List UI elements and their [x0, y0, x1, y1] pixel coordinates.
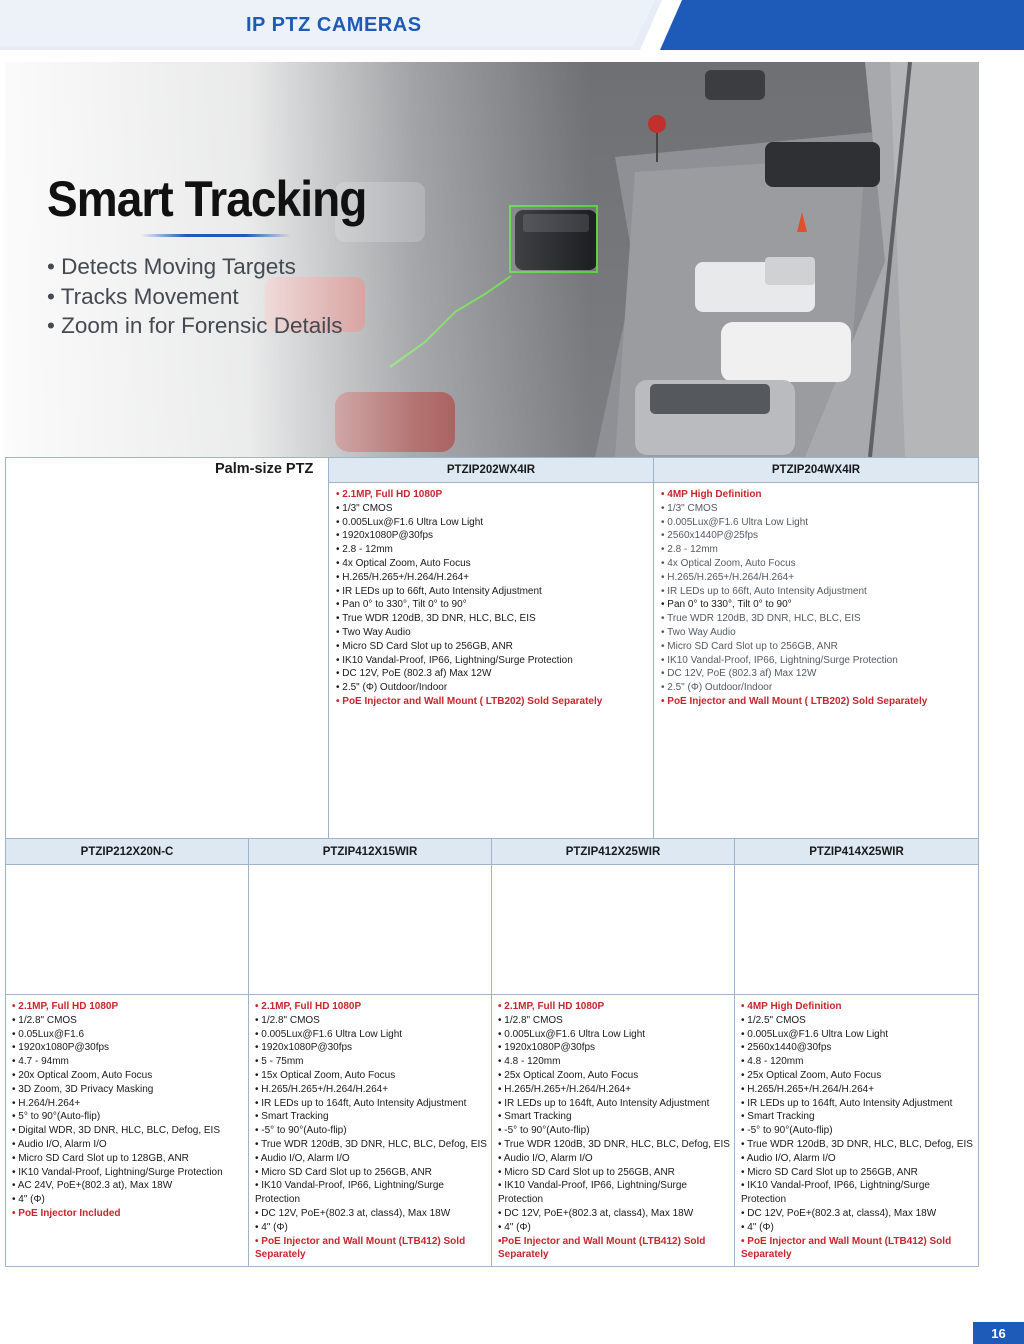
spec-item: • 0.005Lux@F1.6 Ultra Low Light: [498, 1028, 646, 1040]
spec-item: • 4MP High Definition: [661, 489, 762, 500]
spec-item: • 1/3" CMOS: [336, 502, 393, 514]
spec-item: • 1920x1080P@30fps: [336, 530, 434, 542]
model-header-ptzip412x15wir: PTZIP412X15WIR: [248, 838, 492, 865]
spec-item: • IK10 Vandal-Proof, Lightning/Surge Protection: [12, 1166, 223, 1178]
spec-item: • 1920x1080P@30fps: [498, 1042, 596, 1054]
spec-item: • PoE Injector and Wall Mount (LTB412) Sold Separately: [741, 1235, 952, 1261]
spec-item: • 1/2.8" CMOS: [12, 1014, 77, 1026]
spec-item: • IR LEDs up to 164ft, Auto Intensity Adjustment: [741, 1097, 953, 1109]
spec-item: • 1920x1080P@30fps: [12, 1042, 110, 1054]
image-cell: [734, 864, 979, 995]
spec-item: • 1/2.8" CMOS: [255, 1014, 320, 1026]
spec-item: • 4.7 - 94mm: [12, 1056, 69, 1068]
spec-item: • H.265/H.265+/H.264/H.264+: [741, 1083, 875, 1095]
hero-banner: [5, 62, 979, 457]
spec-item: • Micro SD Card Slot up to 256GB, ANR: [336, 640, 513, 652]
spec-item: • Micro SD Card Slot up to 256GB, ANR: [741, 1166, 918, 1178]
spec-item: • -5° to 90°(Auto-flip): [498, 1125, 590, 1137]
spec-item: • AC 24V, PoE+(802.3 at), Max 18W: [12, 1180, 173, 1192]
spec-item: • DC 12V, PoE+(802.3 at, class4), Max 18W: [741, 1207, 937, 1219]
palm-label-cell: [5, 457, 329, 839]
spec-list-ptzip212x20n-c: [12, 1000, 245, 1221]
spec-item: • True WDR 120dB, 3D DNR, HLC, BLC, EIS: [661, 613, 861, 625]
spec-item: • 2.1MP, Full HD 1080P: [255, 1001, 362, 1012]
spec-item: • 3D Zoom, 3D Privacy Masking: [12, 1083, 154, 1095]
spec-item: • PoE Injector and Wall Mount ( LTB202) Sold Separately: [336, 695, 603, 707]
spec-item: • IK10 Vandal-Proof, IP66, Lightning/Surge Protection: [741, 1180, 930, 1206]
spec-item: • True WDR 120dB, 3D DNR, HLC, BLC, Defog, EIS: [498, 1138, 730, 1150]
image-cell: [491, 864, 735, 995]
spec-item: • Smart Tracking: [255, 1111, 329, 1123]
spec-item: • IR LEDs up to 66ft, Auto Intensity Adjustment: [661, 585, 867, 597]
spec-item: • 2.5" (Φ) Outdoor/Indoor: [661, 682, 773, 694]
spec-item: • 4x Optical Zoom, Auto Focus: [336, 557, 471, 569]
spec-item: • Audio I/O, Alarm I/O: [255, 1152, 350, 1164]
model-header-ptzip414x25wir: PTZIP414X25WIR: [734, 838, 979, 865]
spec-item: • IK10 Vandal-Proof, IP66, Lightning/Surge Protection: [661, 654, 898, 666]
spec-item: • 1920x1080P@30fps: [255, 1042, 353, 1054]
spec-item: • Pan 0° to 330°, Tilt 0° to 90°: [661, 599, 792, 611]
spec-item: • 20x Optical Zoom, Auto Focus: [12, 1069, 153, 1081]
hero-title: Smart Tracking: [47, 171, 367, 227]
spec-item: • 4MP High Definition: [741, 1001, 842, 1012]
spec-item: • 2.8 - 12mm: [661, 544, 718, 556]
spec-item: • 25x Optical Zoom, Auto Focus: [498, 1069, 639, 1081]
spec-item: • -5° to 90°(Auto-flip): [741, 1125, 833, 1137]
bullet-item: • Tracks Movement: [47, 283, 239, 309]
spec-item: • DC 12V, PoE+(802.3 at, class4), Max 18W: [255, 1207, 451, 1219]
spec-item: • Smart Tracking: [498, 1111, 572, 1123]
model-header-ptzip202wx4ir: PTZIP202WX4IR: [328, 457, 654, 483]
model-header-ptzip212x20n-c: PTZIP212X20N-C: [5, 838, 249, 865]
spec-item: • IR LEDs up to 164ft, Auto Intensity Adjustment: [255, 1097, 467, 1109]
spec-item: • Micro SD Card Slot up to 128GB, ANR: [12, 1152, 189, 1164]
section-title: IP PTZ CAMERAS: [246, 14, 422, 36]
spec-item: • 2.8 - 12mm: [336, 544, 393, 556]
spec-item: • 2560x1440P@25fps: [661, 530, 759, 542]
spec-item: • DC 12V, PoE (802.3 af) Max 12W: [661, 668, 817, 680]
spec-item: • 4.8 - 120mm: [498, 1056, 561, 1068]
spec-item: • IK10 Vandal-Proof, IP66, Lightning/Surge Protection: [255, 1180, 444, 1206]
model-header-ptzip412x25wir: PTZIP412X25WIR: [491, 838, 735, 865]
spec-list-ptzip202wx4ir: [336, 488, 650, 709]
spec-item: • 2.1MP, Full HD 1080P: [336, 489, 443, 500]
spec-item: • 0.005Lux@F1.6 Ultra Low Light: [661, 516, 809, 528]
spec-item: • 1/3" CMOS: [661, 502, 718, 514]
spec-item: • Micro SD Card Slot up to 256GB, ANR: [255, 1166, 432, 1178]
spec-item: • Two Way Audio: [336, 626, 411, 638]
spec-item: • Pan 0° to 330°, Tilt 0° to 90°: [336, 599, 467, 611]
spec-item: • PoE Injector Included: [12, 1207, 121, 1219]
model-header-ptzip204wx4ir: PTZIP204WX4IR: [653, 457, 979, 483]
header-band: [0, 0, 1024, 50]
spec-item: • 2.5" (Φ) Outdoor/Indoor: [336, 682, 448, 694]
spec-item: • 2.1MP, Full HD 1080P: [498, 1001, 605, 1012]
spec-item: • H.265/H.265+/H.264/H.264+: [336, 571, 470, 583]
spec-item: • Audio I/O, Alarm I/O: [12, 1138, 107, 1150]
spec-item: • H.265/H.265+/H.264/H.264+: [498, 1083, 632, 1095]
spec-item: • True WDR 120dB, 3D DNR, HLC, BLC, EIS: [336, 613, 536, 625]
hero-bullet-list: [47, 252, 342, 341]
spec-item: • Micro SD Card Slot up to 256GB, ANR: [498, 1166, 675, 1178]
spec-item: • 4" (Φ): [255, 1221, 288, 1233]
spec-item: • 0.005Lux@F1.6 Ultra Low Light: [255, 1028, 403, 1040]
palm-size-label: Palm-size PTZ: [215, 461, 314, 477]
spec-item: • 4" (Φ): [12, 1194, 45, 1206]
spec-item: • Two Way Audio: [661, 626, 736, 638]
spec-item: • H.265/H.265+/H.264/H.264+: [661, 571, 795, 583]
spec-item: • PoE Injector and Wall Mount (LTB412) Sold Separately: [255, 1235, 466, 1261]
spec-item: • 0.05Lux@F1.6: [12, 1028, 85, 1040]
spec-item: • IR LEDs up to 164ft, Auto Intensity Adjustment: [498, 1097, 710, 1109]
spec-item: • Audio I/O, Alarm I/O: [741, 1152, 836, 1164]
spec-item: • H.264/H.264+: [12, 1097, 81, 1109]
spec-item: • IR LEDs up to 66ft, Auto Intensity Adjustment: [336, 585, 542, 597]
image-cell: [248, 864, 492, 995]
spec-item: • H.265/H.265+/H.264/H.264+: [255, 1083, 389, 1095]
spec-item: • Audio I/O, Alarm I/O: [498, 1152, 593, 1164]
spec-item: • 5° to 90°(Auto-flip): [12, 1111, 101, 1123]
spec-item: • 4" (Φ): [498, 1221, 531, 1233]
spec-item: • DC 12V, PoE+(802.3 at, class4), Max 18W: [498, 1207, 694, 1219]
spec-list-ptzip412x25wir: [498, 1000, 731, 1262]
image-cell: [5, 864, 249, 995]
spec-item: • 4x Optical Zoom, Auto Focus: [661, 557, 796, 569]
spec-item: • 25x Optical Zoom, Auto Focus: [741, 1069, 882, 1081]
spec-item: • 0.005Lux@F1.6 Ultra Low Light: [336, 516, 484, 528]
spec-item: • IK10 Vandal-Proof, IP66, Lightning/Surge Protection: [336, 654, 573, 666]
spec-item: • -5° to 90°(Auto-flip): [255, 1125, 347, 1137]
spec-item: • Digital WDR, 3D DNR, HLC, BLC, Defog, EIS: [12, 1125, 220, 1137]
spec-list-ptzip204wx4ir: [661, 488, 975, 709]
spec-item: •PoE Injector and Wall Mount (LTB412) Sold Separately: [498, 1235, 706, 1261]
spec-item: • Micro SD Card Slot up to 256GB, ANR: [661, 640, 838, 652]
title-underline: [141, 234, 291, 237]
bullet-item: • Detects Moving Targets: [47, 254, 296, 279]
spec-item: • True WDR 120dB, 3D DNR, HLC, BLC, Defog, EIS: [741, 1138, 973, 1150]
spec-item: • True WDR 120dB, 3D DNR, HLC, BLC, Defog, EIS: [255, 1138, 487, 1150]
bullet-item: • Zoom in for Forensic Details: [47, 313, 343, 338]
spec-item: • DC 12V, PoE (802.3 af) Max 12W: [336, 668, 492, 680]
spec-item: • 0.005Lux@F1.6 Ultra Low Light: [741, 1028, 889, 1040]
spec-item: • 2.1MP, Full HD 1080P: [12, 1001, 119, 1012]
spec-item: • 5 - 75mm: [255, 1056, 304, 1068]
spec-item: • IK10 Vandal-Proof, IP66, Lightning/Surge Protection: [498, 1180, 687, 1206]
spec-item: • 1/2.8" CMOS: [498, 1014, 563, 1026]
spec-item: • 2560x1440@30fps: [741, 1042, 832, 1054]
spec-item: • 4.8 - 120mm: [741, 1056, 804, 1068]
spec-list-ptzip414x25wir: [741, 1000, 975, 1262]
spec-list-ptzip412x15wir: [255, 1000, 488, 1262]
page-number: 16: [973, 1322, 1024, 1344]
spec-item: • 4" (Φ): [741, 1221, 774, 1233]
spec-item: • PoE Injector and Wall Mount ( LTB202) Sold Separately: [661, 695, 928, 707]
spec-item: • 15x Optical Zoom, Auto Focus: [255, 1069, 396, 1081]
spec-item: • Smart Tracking: [741, 1111, 815, 1123]
spec-item: • 1/2.5" CMOS: [741, 1014, 806, 1026]
